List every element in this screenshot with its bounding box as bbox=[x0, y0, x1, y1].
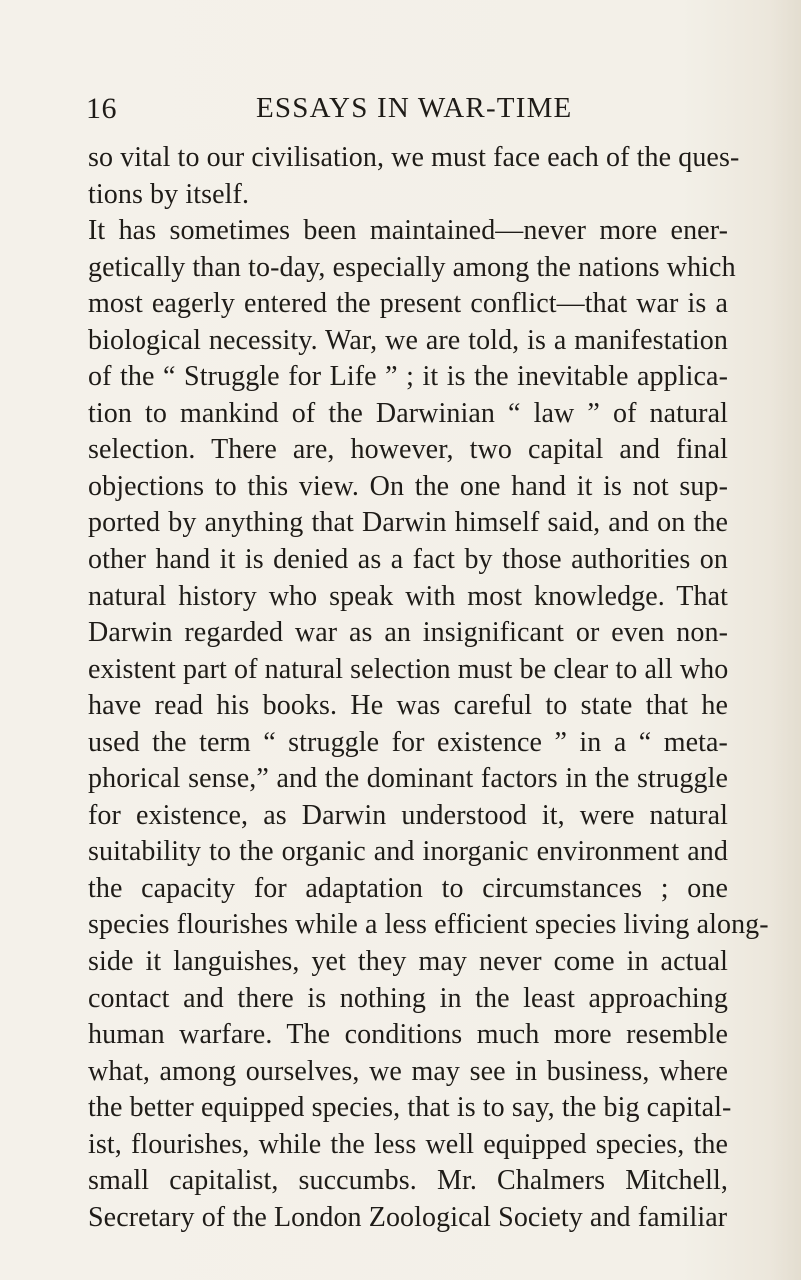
page-number: 16 bbox=[86, 92, 117, 125]
text-line: side it languishes, yet they may never come in actual bbox=[88, 946, 728, 978]
text-line: suitability to the organic and inorganic environment and bbox=[88, 836, 728, 868]
text-line: most eagerly entered the present conflict—that war is a bbox=[88, 288, 728, 320]
text-line: objections to this view. On the one hand it is not sup- bbox=[88, 470, 728, 502]
text-line: It has sometimes been maintained—never more ener- bbox=[88, 215, 728, 247]
text-line: existent part of natural selection must be clear to all who bbox=[88, 653, 729, 685]
text-line: for existence, as Darwin understood it, were natural bbox=[88, 799, 728, 831]
text-line: species flourishes while a less efficient species living along- bbox=[88, 909, 769, 941]
text-line: tion to mankind of the Darwinian “ law ” of natural bbox=[88, 397, 728, 429]
text-line: of the “ Struggle for Life ” ; it is the inevitable applica- bbox=[88, 361, 728, 393]
text-line: the better equipped species, that is to say, the big capital- bbox=[88, 1092, 732, 1124]
text-line: natural history who speak with most knowledge. That bbox=[88, 580, 728, 612]
text-line: ported by anything that Darwin himself said, and on the bbox=[88, 507, 728, 539]
text-line: have read his books. He was careful to state that he bbox=[88, 690, 728, 722]
text-line: selection. There are, however, two capital and final bbox=[88, 434, 728, 466]
text-line: used the term “ struggle for existence ” in a “ meta- bbox=[88, 726, 728, 758]
page-header bbox=[86, 92, 726, 128]
body-text bbox=[88, 140, 769, 1236]
text-line: what, among ourselves, we may see in business, where bbox=[88, 1055, 728, 1087]
text-line: tions by itself. bbox=[88, 178, 250, 210]
text-line: so vital to our civilisation, we must face each of the ques- bbox=[88, 142, 740, 173]
text-line: ist, flourishes, while the less well equipped species, the bbox=[88, 1128, 728, 1160]
text-line: the capacity for adaptation to circumstances ; one bbox=[88, 872, 728, 904]
text-line: phorical sense,” and the dominant factors in the struggle bbox=[88, 763, 728, 795]
text-line: human warfare. The conditions much more resemble bbox=[88, 1019, 728, 1051]
text-line: contact and there is nothing in the least approaching bbox=[88, 982, 728, 1014]
running-head: ESSAYS IN WAR-TIME bbox=[256, 92, 573, 124]
text-line: small capitalist, succumbs. Mr. Chalmers Mitchell, bbox=[88, 1165, 728, 1197]
text-line: Darwin regarded war as an insignificant or even non- bbox=[88, 617, 728, 649]
text-line: getically than to-day, especially among the nations which bbox=[88, 251, 736, 283]
text-line: biological necessity. War, we are told, is a manifestation bbox=[88, 324, 728, 356]
text-line: other hand it is denied as a fact by those authorities on bbox=[88, 544, 728, 576]
text-line: Secretary of the London Zoological Society and familiar bbox=[88, 1201, 728, 1233]
